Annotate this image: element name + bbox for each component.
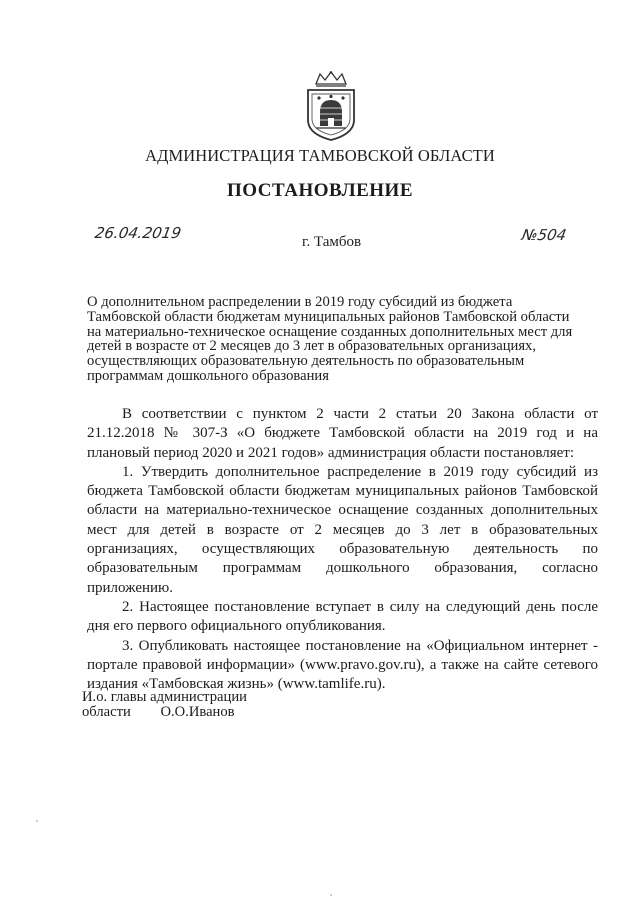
document-body <box>87 405 598 694</box>
city-label: г. Тамбов <box>302 234 362 250</box>
item-3-paragraph: 3. Опубликовать настоящее постановление на «Официальном интернет - портале правовой информации» (www.pravo.gov.ru), а также на сайте сетевого издания «Тамбовская жизнь» (www.tamlife.ru). <box>87 637 598 693</box>
preamble-paragraph: В соответствии с пунктом 2 части 2 статьи 20 Закона области от 21.12.2018 № 307-З «О бюджете Тамбовской области на 2019 год и на плановый период 2020 и 2021 годов» администрация области постановляет: <box>87 406 598 461</box>
signatory-name: О.О.Иванов <box>160 704 235 720</box>
item-2-paragraph: 2. Настоящее постановление вступает в силу на следующий день после дня его первого официального опубликования. <box>87 598 598 635</box>
document-subject <box>87 295 597 384</box>
scan-speck <box>330 894 332 896</box>
coat-of-arms-icon <box>302 70 360 142</box>
subject-line: на материально-техническое оснащение созданных дополнительных мест для <box>87 323 573 340</box>
handwritten-date: 26.04.2019 <box>93 224 183 242</box>
subject-line: программам дошкольного образования <box>87 367 329 384</box>
subject-line: осуществляющих образовательную деятельность по образовательным <box>87 353 525 370</box>
subject-line: О дополнительном распределении в 2019 году субсидий из бюджета <box>87 294 513 310</box>
scan-speck <box>36 820 38 822</box>
organization-name: АДМИНИСТРАЦИЯ ТАМБОВСКОЙ ОБЛАСТИ <box>145 146 495 165</box>
subject-line: Тамбовской области бюджетам муниципальных районов Тамбовской области <box>87 308 570 325</box>
signatory-title-cont: области <box>82 704 131 720</box>
signature-block <box>82 690 247 720</box>
handwritten-number: №504 <box>520 226 568 244</box>
subject-line: детей в возрасте от 2 месяцев до 3 лет в образовательных организациях, <box>87 338 536 355</box>
signatory-title: И.о. главы администрации <box>82 689 247 705</box>
item-1-paragraph: 1. Утвердить дополнительное распределение в 2019 году субсидий из бюджета Тамбовской области бюджетам муниципальных районов Тамбовской области на материально-техническое оснащение созданных дополнительных мест для детей в возрасте от 2 месяцев до 3 лет в образовательных организациях, осуществляющих образовательную деятельность по образовательным программам дошкольного образования, согласно приложению. <box>87 463 598 596</box>
document-type-title: ПОСТАНОВЛЕНИЕ <box>226 180 414 201</box>
